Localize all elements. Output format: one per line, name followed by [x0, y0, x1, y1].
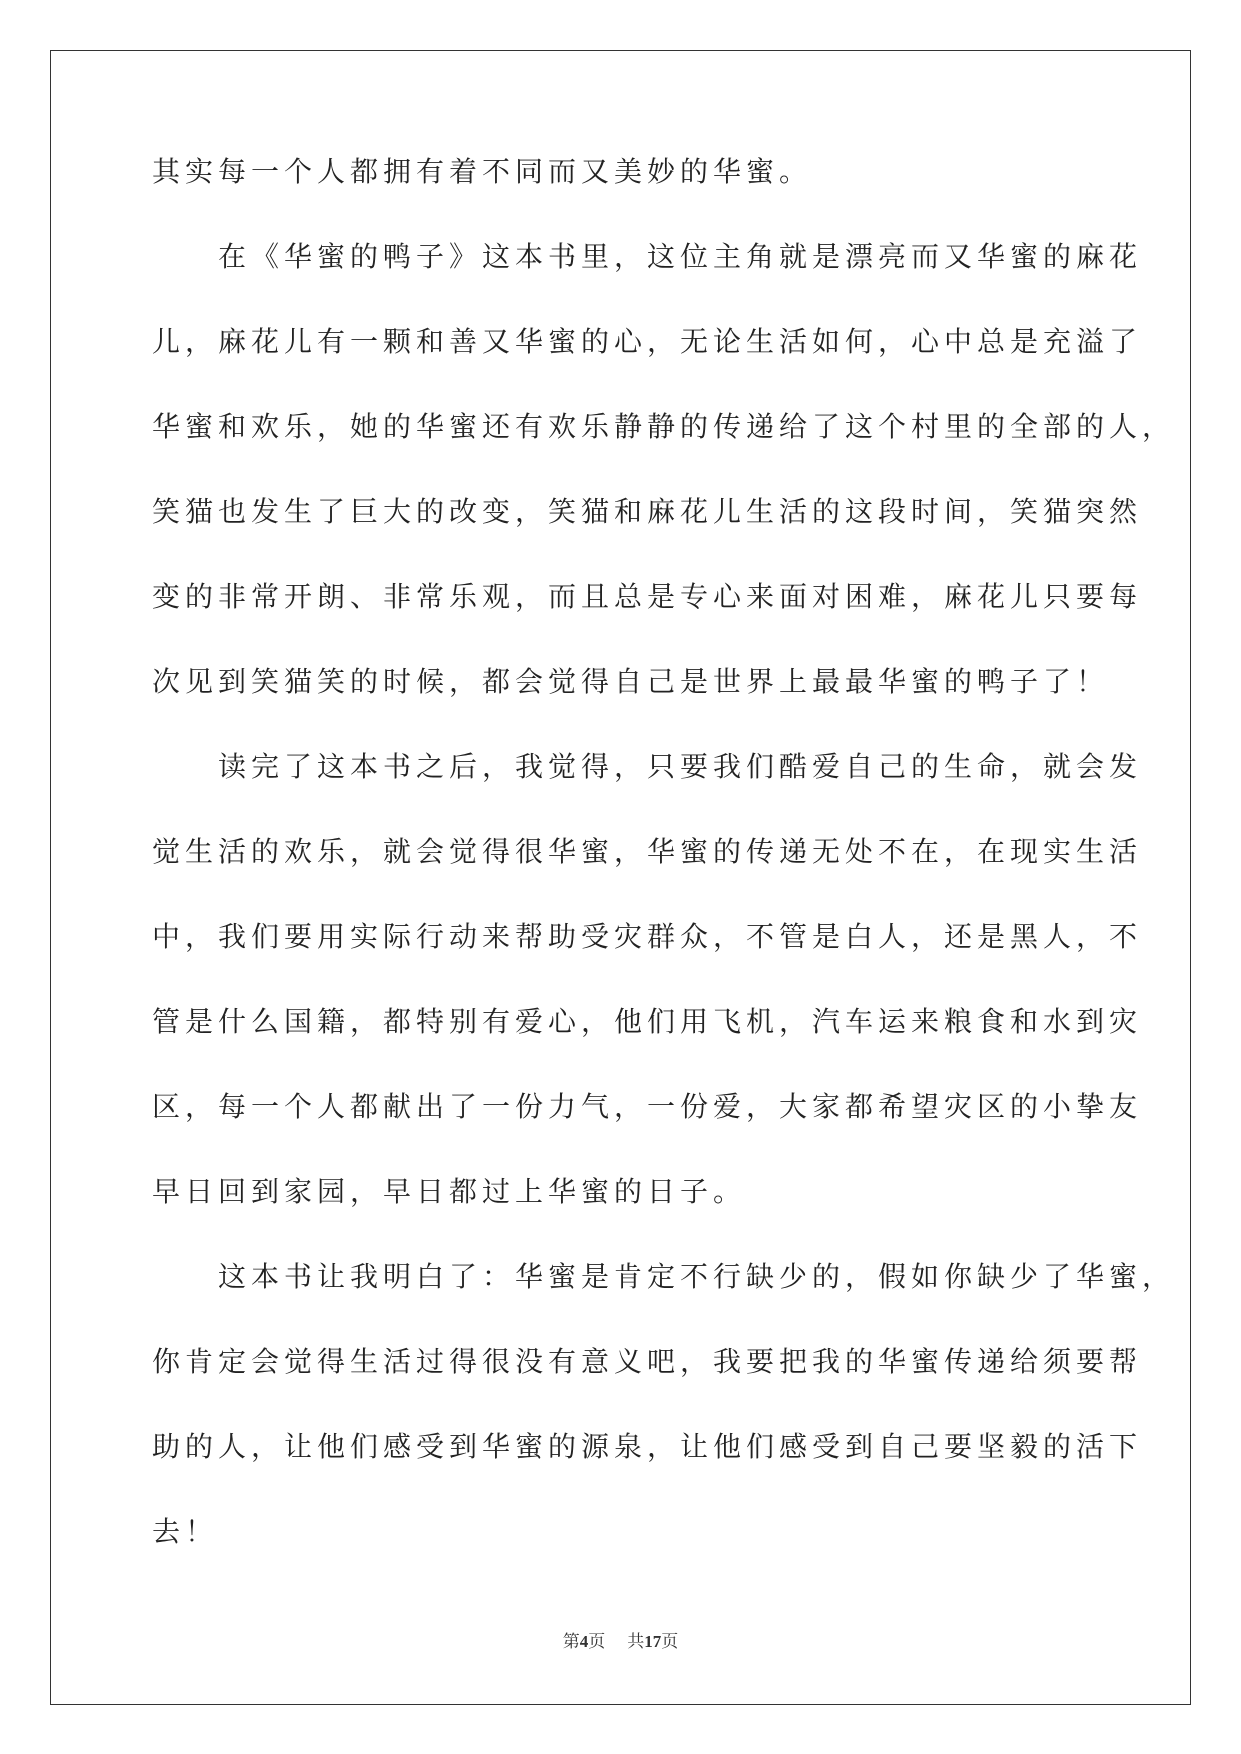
- total-pages: 17: [644, 1632, 662, 1651]
- document-body: [152, 155, 1176, 1603]
- text-line: 华蜜和欢乐，她的华蜜还有欢乐静静的传递给了这个村里的全部的人，: [152, 410, 1176, 443]
- text-line: 区，每一个人都献出了一份力气，一份爱，大家都希望灾区的小挚友: [152, 1090, 1143, 1123]
- page-number: 4: [579, 1632, 589, 1651]
- page-number-label: 第4页: [562, 1632, 606, 1652]
- text-line: 儿，麻花儿有一颗和善又华蜜的心，无论生活如何，心中总是充溢了: [152, 325, 1143, 358]
- text-line: 读完了这本书之后，我觉得，只要我们酷爱自己的生命，就会发: [152, 750, 1143, 783]
- text-line: 笑猫也发生了巨大的改变，笑猫和麻花儿生活的这段时间，笑猫突然: [152, 495, 1143, 528]
- page-footer: [0, 1627, 1241, 1652]
- text-line: 次见到笑猫笑的时候，都会觉得自己是世界上最最华蜜的鸭子了！: [152, 665, 1110, 698]
- text-line: 变的非常开朗、非常乐观，而且总是专心来面对困难，麻花儿只要每: [152, 580, 1143, 613]
- text-line: 早日回到家园，早日都过上华蜜的日子。: [152, 1175, 747, 1208]
- text-line: 这本书让我明白了：华蜜是肯定不行缺少的，假如你缺少了华蜜，: [152, 1260, 1176, 1293]
- text-line: 你肯定会觉得生活过得很没有意义吧，我要把我的华蜜传递给须要帮: [152, 1345, 1143, 1378]
- text-line: 助的人，让他们感受到华蜜的源泉，让他们感受到自己要坚毅的活下: [152, 1430, 1143, 1463]
- text-line: 中，我们要用实际行动来帮助受灾群众，不管是白人，还是黑人，不: [152, 920, 1143, 953]
- total-pages-label: 共17页: [627, 1632, 679, 1652]
- text-line: 在《华蜜的鸭子》这本书里，这位主角就是漂亮而又华蜜的麻花: [152, 240, 1143, 273]
- text-line: 管是什么国籍，都特别有爱心，他们用飞机，汽车运来粮食和水到灾: [152, 1005, 1143, 1038]
- text-line: 去！: [152, 1515, 219, 1548]
- text-line: 其实每一个人都拥有着不同而又美妙的华蜜。: [152, 155, 813, 188]
- text-line: 觉生活的欢乐，就会觉得很华蜜，华蜜的传递无处不在，在现实生活: [152, 835, 1143, 868]
